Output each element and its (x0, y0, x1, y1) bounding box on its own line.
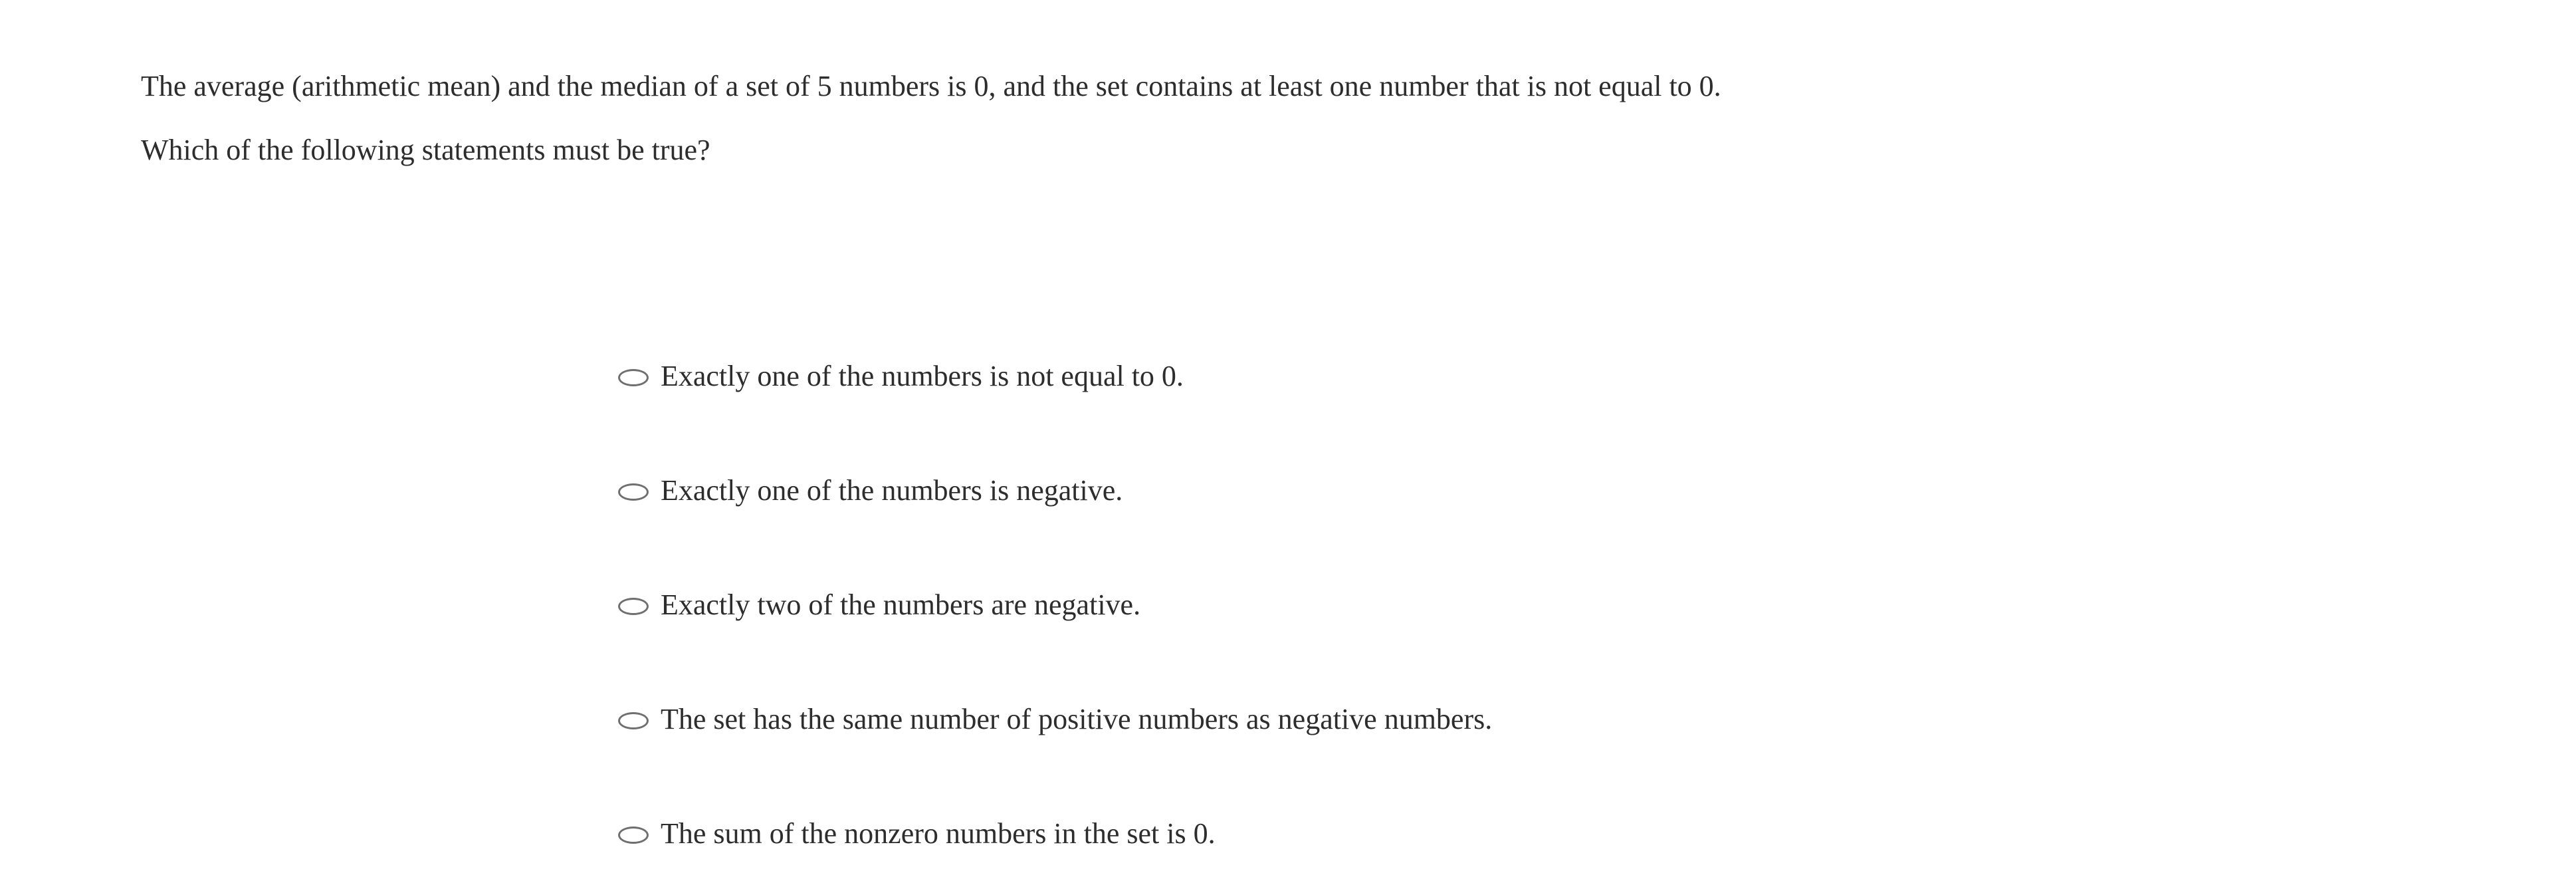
radio-button-icon[interactable] (618, 827, 649, 844)
answer-choice-3[interactable] (618, 548, 2346, 662)
answer-choice-label: The set has the same number of positive numbers as negative numbers. (661, 703, 1493, 735)
answer-choice-4[interactable] (618, 662, 2346, 777)
radio-button-icon[interactable] (618, 369, 649, 386)
answer-choice-2[interactable] (618, 434, 2346, 548)
answer-choice-list (618, 319, 2346, 891)
radio-button-icon[interactable] (618, 483, 649, 501)
radio-button-icon[interactable] (618, 712, 649, 729)
answer-choice-label: Exactly one of the numbers is negative. (661, 474, 1123, 507)
question-stem-line-1: The average (arithmetic mean) and the median of a set of 5 numbers is 0, and the set contains at least one number that is not equal to 0. (141, 70, 1721, 102)
answer-choice-label: Exactly two of the numbers are negative. (661, 588, 1141, 621)
answer-choice-1[interactable] (618, 319, 2346, 434)
answer-choice-5[interactable] (618, 777, 2346, 891)
question-stem-line-2: Which of the following statements must be true? (141, 134, 710, 166)
answer-choice-label: The sum of the nonzero numbers in the set is 0. (661, 817, 1216, 850)
radio-button-icon[interactable] (618, 598, 649, 615)
answer-choice-label: Exactly one of the numbers is not equal to 0. (661, 360, 1184, 392)
question-stem (141, 55, 2334, 182)
